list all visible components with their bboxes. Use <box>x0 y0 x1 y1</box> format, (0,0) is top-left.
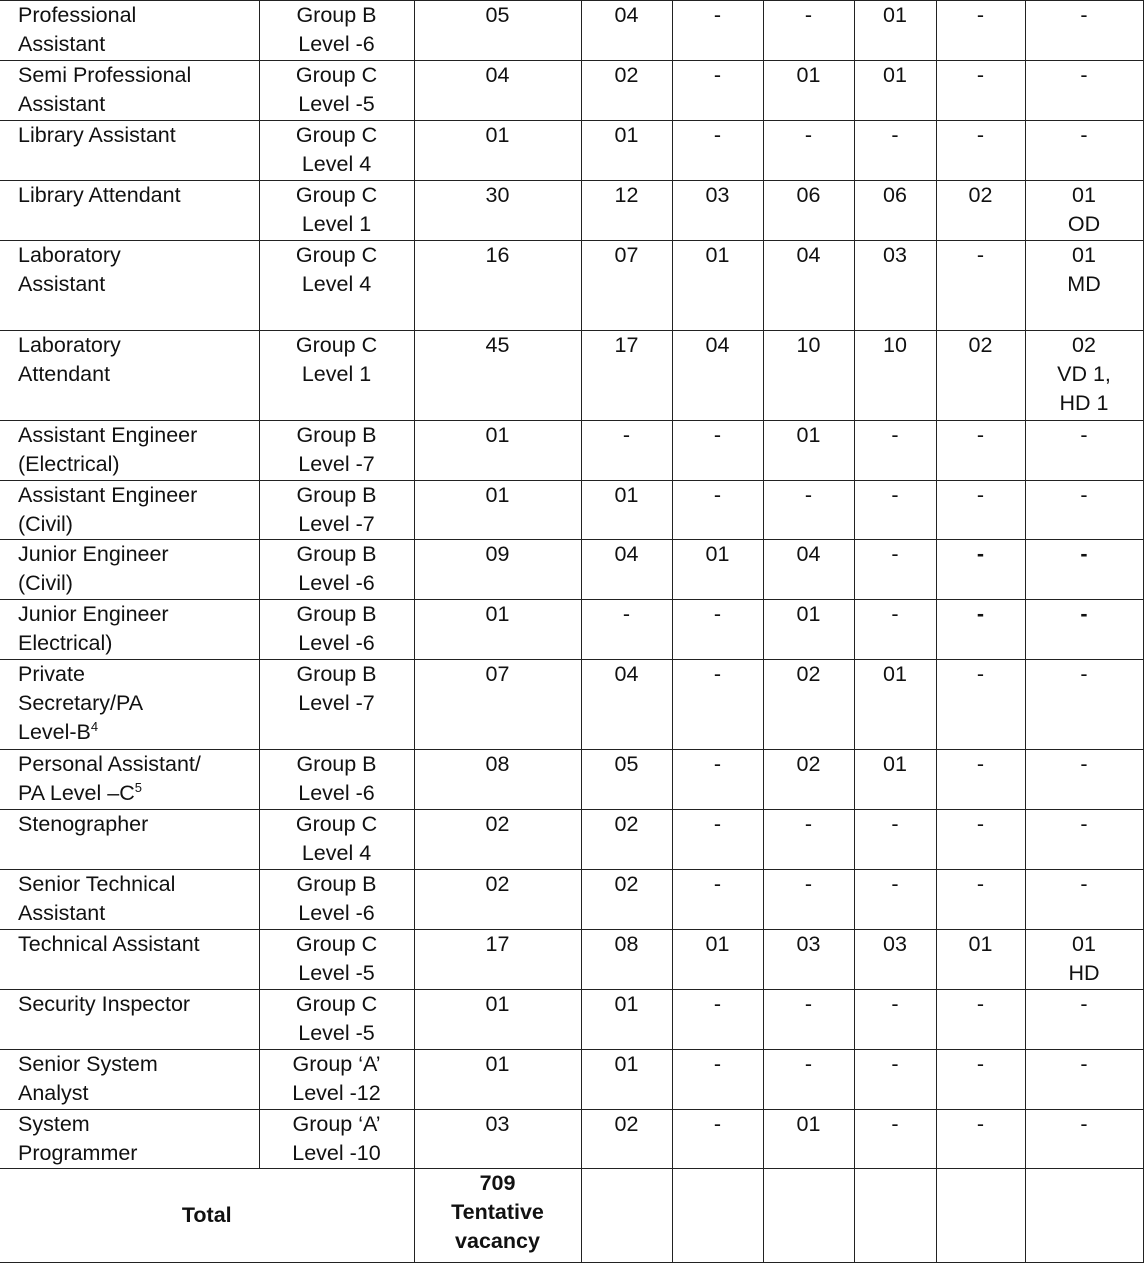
category-1-cell: 05 <box>581 750 672 810</box>
post-name-line: Stenographer <box>18 812 149 836</box>
post-name-cell <box>0 660 259 750</box>
group-level-cell <box>259 660 414 750</box>
table-row <box>0 930 1143 990</box>
table-row <box>0 1050 1143 1110</box>
table-row <box>0 121 1143 181</box>
group-level-line: Level -7 <box>298 512 375 536</box>
category-4-cell: - <box>854 600 936 660</box>
group-level-line: Group ‘A’ <box>292 1052 381 1076</box>
category-6-line: MD <box>1067 272 1101 296</box>
category-6-cell <box>1025 990 1143 1050</box>
group-level-cell <box>259 61 414 121</box>
category-2-cell: 01 <box>672 930 763 990</box>
post-name-line: (Civil) <box>18 512 73 536</box>
total-value-line: Tentative <box>451 1200 544 1224</box>
category-6-line: - <box>1080 992 1088 1016</box>
group-level-cell <box>259 421 414 481</box>
category-6-cell <box>1025 540 1143 600</box>
total-cell: 07 <box>414 660 581 750</box>
post-name-cell <box>0 1 259 61</box>
category-6-line: 01 <box>1072 243 1096 267</box>
category-4-cell: - <box>854 121 936 181</box>
footnote-marker: 4 <box>90 718 99 734</box>
group-level-cell <box>259 870 414 930</box>
group-level-line: Group C <box>295 183 378 207</box>
total-cell: 05 <box>414 1 581 61</box>
category-5-cell: - <box>936 1050 1025 1110</box>
category-5-cell: - <box>936 600 1025 660</box>
group-level-line: Group C <box>295 992 378 1016</box>
post-name-line: Professional <box>18 3 137 27</box>
category-2-cell: 01 <box>672 241 763 331</box>
post-name-line: Personal Assistant/ <box>18 752 201 776</box>
group-level-cell <box>259 540 414 600</box>
category-6-line: - <box>1080 1052 1088 1076</box>
group-level-line: Level -6 <box>298 32 375 56</box>
table-row <box>0 750 1143 810</box>
post-name-line: System <box>18 1112 90 1136</box>
category-2-cell: - <box>672 1110 763 1169</box>
category-6-cell <box>1025 1050 1143 1110</box>
total-cell: 01 <box>414 421 581 481</box>
group-level-cell <box>259 241 414 331</box>
post-name-line: Analyst <box>18 1081 89 1105</box>
post-name-line: Electrical) <box>18 631 113 655</box>
group-level-line: Group C <box>295 243 378 267</box>
category-6-cell <box>1025 930 1143 990</box>
group-level-line: Group C <box>295 333 378 357</box>
post-name-cell <box>0 1050 259 1110</box>
category-6-line: - <box>1080 872 1088 896</box>
category-2-cell: - <box>672 870 763 930</box>
category-2-cell: - <box>672 1 763 61</box>
category-6-line: VD 1, <box>1057 362 1111 386</box>
category-1-cell: 02 <box>581 810 672 870</box>
group-level-line: Group C <box>295 932 378 956</box>
post-name-line: Laboratory <box>18 243 121 267</box>
empty-total-cell <box>581 1169 672 1263</box>
category-1-cell: 02 <box>581 870 672 930</box>
category-6-cell <box>1025 810 1143 870</box>
total-cell: 02 <box>414 810 581 870</box>
category-6-line: HD <box>1068 961 1100 985</box>
category-2-cell: - <box>672 61 763 121</box>
total-cell: 16 <box>414 241 581 331</box>
category-6-cell <box>1025 870 1143 930</box>
category-2-cell: 03 <box>672 181 763 241</box>
category-3-cell: 04 <box>763 241 854 331</box>
total-cell: 17 <box>414 930 581 990</box>
group-level-line: Level 4 <box>301 841 372 865</box>
category-5-cell: - <box>936 750 1025 810</box>
category-6-cell <box>1025 1 1143 61</box>
group-level-line: Level -5 <box>298 1021 375 1045</box>
category-3-cell: 01 <box>763 61 854 121</box>
post-name-cell <box>0 481 259 540</box>
post-name-cell <box>0 540 259 600</box>
category-1-cell: 01 <box>581 121 672 181</box>
group-level-line: Group B <box>296 662 377 686</box>
table-row <box>0 810 1143 870</box>
post-name-cell <box>0 121 259 181</box>
total-cell: 02 <box>414 870 581 930</box>
post-name-line: Senior System <box>18 1052 158 1076</box>
category-4-cell: 01 <box>854 1 936 61</box>
category-1-cell: - <box>581 421 672 481</box>
category-5-cell: - <box>936 1110 1025 1169</box>
empty-total-cell <box>763 1169 854 1263</box>
group-level-line: Group C <box>295 63 378 87</box>
post-name-line: (Electrical) <box>18 452 120 476</box>
category-4-cell: 01 <box>854 61 936 121</box>
post-name-cell <box>0 870 259 930</box>
category-4-cell: - <box>854 870 936 930</box>
category-3-cell: 02 <box>763 750 854 810</box>
category-1-cell: 01 <box>581 990 672 1050</box>
category-5-cell: - <box>936 540 1025 600</box>
category-3-cell: 01 <box>763 1110 854 1169</box>
group-level-line: Level -10 <box>292 1141 381 1165</box>
post-name-cell <box>0 1110 259 1169</box>
category-6-line: 01 <box>1072 183 1096 207</box>
table-row <box>0 61 1143 121</box>
post-name-cell <box>0 241 259 331</box>
post-name-line: Junior Engineer <box>18 542 169 566</box>
category-5-cell: 02 <box>936 181 1025 241</box>
category-3-cell: - <box>763 870 854 930</box>
group-level-cell <box>259 181 414 241</box>
post-name-cell <box>0 600 259 660</box>
category-6-cell <box>1025 61 1143 121</box>
category-1-cell: 01 <box>581 481 672 540</box>
group-level-cell <box>259 1050 414 1110</box>
total-label: Total <box>0 1169 414 1263</box>
group-level-line: Group B <box>296 602 377 626</box>
category-5-cell: 01 <box>936 930 1025 990</box>
category-1-cell: 08 <box>581 930 672 990</box>
category-4-cell: 03 <box>854 930 936 990</box>
category-2-cell: - <box>672 121 763 181</box>
category-6-line: OD <box>1067 212 1101 236</box>
category-6-line: - <box>1080 542 1088 566</box>
category-3-cell: - <box>763 1 854 61</box>
category-2-cell: 01 <box>672 540 763 600</box>
total-cell: 01 <box>414 1050 581 1110</box>
category-6-cell <box>1025 750 1143 810</box>
category-6-line: - <box>1080 752 1088 776</box>
post-name-line: Level-$B^4$ <box>18 718 99 744</box>
post-name-line: Assistant Engineer <box>18 483 198 507</box>
post-name-line: Semi Professional <box>18 63 192 87</box>
group-level-cell <box>259 481 414 540</box>
group-level-line: Level -12 <box>292 1081 381 1105</box>
category-4-cell: - <box>854 540 936 600</box>
category-3-cell: - <box>763 1050 854 1110</box>
post-name-cell <box>0 750 259 810</box>
group-level-cell <box>259 121 414 181</box>
category-5-cell: - <box>936 481 1025 540</box>
category-3-cell: 06 <box>763 181 854 241</box>
group-level-line: Group B <box>296 423 377 447</box>
group-level-line: Group ‘A’ <box>292 1112 381 1136</box>
table-row <box>0 1 1143 61</box>
total-cell: 04 <box>414 61 581 121</box>
category-6-line: - <box>1080 662 1088 686</box>
category-6-cell <box>1025 1110 1143 1169</box>
category-4-cell: - <box>854 421 936 481</box>
category-6-cell <box>1025 421 1143 481</box>
total-cell: 03 <box>414 1110 581 1169</box>
post-name-line: Assistant <box>18 92 106 116</box>
post-name-line: Secretary/PA <box>18 691 144 715</box>
category-6-line: - <box>1080 123 1088 147</box>
post-name-line: Assistant Engineer <box>18 423 198 447</box>
empty-total-cell <box>854 1169 936 1263</box>
category-5-cell: - <box>936 990 1025 1050</box>
total-cell: 08 <box>414 750 581 810</box>
category-3-cell: 10 <box>763 331 854 421</box>
category-3-cell: 03 <box>763 930 854 990</box>
table-row <box>0 331 1143 421</box>
group-level-line: Level -6 <box>298 901 375 925</box>
category-1-cell: 02 <box>581 1110 672 1169</box>
category-5-cell: - <box>936 421 1025 481</box>
footnote-marker: 5 <box>134 779 142 795</box>
category-6-line: - <box>1080 483 1088 507</box>
group-level-line: Level -5 <box>298 961 375 985</box>
post-name-line: Library Attendant <box>18 183 181 207</box>
post-name-line: Senior Technical <box>18 872 176 896</box>
category-1-cell: - <box>581 600 672 660</box>
group-level-line: Level 1 <box>301 362 372 386</box>
group-level-cell <box>259 810 414 870</box>
category-5-cell: - <box>936 870 1025 930</box>
category-2-cell: - <box>672 600 763 660</box>
category-6-line: - <box>1080 602 1088 626</box>
group-level-line: Level -6 <box>298 631 375 655</box>
total-cell: 01 <box>414 481 581 540</box>
total-cell: 01 <box>414 600 581 660</box>
group-level-cell <box>259 990 414 1050</box>
category-4-cell: 10 <box>854 331 936 421</box>
group-level-line: Level 1 <box>301 212 372 236</box>
category-6-line: - <box>1080 1112 1088 1136</box>
group-level-line: Group C <box>295 812 378 836</box>
group-level-line: Level -7 <box>298 691 375 715</box>
post-name-line: Security Inspector <box>18 992 191 1016</box>
empty-total-cell <box>672 1169 763 1263</box>
category-2-cell: - <box>672 421 763 481</box>
category-4-cell: - <box>854 990 936 1050</box>
group-level-line: Level 4 <box>301 152 372 176</box>
category-6-cell <box>1025 121 1143 181</box>
group-level-line: Group B <box>296 542 377 566</box>
category-1-cell: 07 <box>581 241 672 331</box>
total-row <box>0 1169 1143 1263</box>
group-level-line: Level -6 <box>298 781 375 805</box>
category-3-cell: 01 <box>763 600 854 660</box>
post-name-cell <box>0 421 259 481</box>
post-name-line: (Civil) <box>18 571 73 595</box>
table-row <box>0 421 1143 481</box>
category-5-cell: - <box>936 1 1025 61</box>
category-4-cell: - <box>854 1050 936 1110</box>
category-3-cell: - <box>763 810 854 870</box>
total-cell: 01 <box>414 990 581 1050</box>
category-6-cell <box>1025 181 1143 241</box>
post-name-cell <box>0 181 259 241</box>
category-6-line: 01 <box>1072 932 1096 956</box>
group-level-line: Group B <box>296 483 377 507</box>
category-5-cell: 02 <box>936 331 1025 421</box>
category-6-cell <box>1025 241 1143 331</box>
empty-total-cell <box>1025 1169 1143 1263</box>
group-level-cell <box>259 930 414 990</box>
category-3-cell: - <box>763 990 854 1050</box>
category-6-line: - <box>1080 63 1088 87</box>
category-3-cell: - <box>763 121 854 181</box>
post-name-line: Technical Assistant <box>18 932 200 956</box>
category-2-cell: - <box>672 810 763 870</box>
category-4-cell: 01 <box>854 660 936 750</box>
post-name-cell <box>0 930 259 990</box>
group-level-cell <box>259 331 414 421</box>
category-5-cell: - <box>936 810 1025 870</box>
category-4-cell: - <box>854 810 936 870</box>
post-name-line: PA Level $-C^5$ <box>18 779 142 805</box>
category-1-cell: 04 <box>581 660 672 750</box>
group-level-line: Level 4 <box>301 272 372 296</box>
empty-total-cell <box>936 1169 1025 1263</box>
category-4-cell: - <box>854 481 936 540</box>
category-1-cell: 04 <box>581 1 672 61</box>
group-level-cell <box>259 1 414 61</box>
category-2-cell: - <box>672 481 763 540</box>
total-value-cell <box>414 1169 581 1263</box>
table-row <box>0 181 1143 241</box>
table-row <box>0 1110 1143 1169</box>
category-3-cell: - <box>763 481 854 540</box>
table-row <box>0 870 1143 930</box>
total-cell: 09 <box>414 540 581 600</box>
table-row <box>0 600 1143 660</box>
group-level-line: Group B <box>296 3 377 27</box>
group-level-line: Group C <box>295 123 378 147</box>
group-level-line: Level -7 <box>298 452 375 476</box>
group-level-cell <box>259 750 414 810</box>
category-6-cell <box>1025 481 1143 540</box>
post-name-line: Programmer <box>18 1141 138 1165</box>
category-2-cell: - <box>672 1050 763 1110</box>
total-cell: 30 <box>414 181 581 241</box>
category-1-cell: 04 <box>581 540 672 600</box>
category-5-cell: - <box>936 241 1025 331</box>
total-cell: 45 <box>414 331 581 421</box>
post-name-cell <box>0 61 259 121</box>
table-row <box>0 481 1143 540</box>
category-1-cell: 02 <box>581 61 672 121</box>
category-4-cell: 06 <box>854 181 936 241</box>
category-6-cell <box>1025 600 1143 660</box>
post-name-line: Private <box>18 662 85 686</box>
category-3-cell: 04 <box>763 540 854 600</box>
category-6-cell <box>1025 331 1143 421</box>
group-level-line: Group B <box>296 752 377 776</box>
category-4-cell: - <box>854 1110 936 1169</box>
category-6-line: - <box>1080 423 1088 447</box>
category-6-cell <box>1025 660 1143 750</box>
category-1-cell: 01 <box>581 1050 672 1110</box>
post-name-cell <box>0 810 259 870</box>
category-4-cell: 01 <box>854 750 936 810</box>
category-6-line: - <box>1080 812 1088 836</box>
category-6-line: - <box>1080 3 1088 27</box>
category-2-cell: - <box>672 660 763 750</box>
category-5-cell: - <box>936 660 1025 750</box>
post-name-line: Junior Engineer <box>18 602 169 626</box>
group-level-line: Level -5 <box>298 92 375 116</box>
category-3-cell: 01 <box>763 421 854 481</box>
category-2-cell: - <box>672 990 763 1050</box>
total-value-line: vacancy <box>455 1229 540 1253</box>
post-name-line: Assistant <box>18 272 106 296</box>
category-6-line: HD 1 <box>1059 391 1109 415</box>
post-name-line: Attendant <box>18 362 111 386</box>
table-row <box>0 660 1143 750</box>
group-level-cell <box>259 1110 414 1169</box>
post-name-line: Laboratory <box>18 333 121 357</box>
post-name-cell <box>0 331 259 421</box>
table-row <box>0 990 1143 1050</box>
post-name-line: Assistant <box>18 32 106 56</box>
category-5-cell: - <box>936 61 1025 121</box>
category-1-cell: 17 <box>581 331 672 421</box>
category-4-cell: 03 <box>854 241 936 331</box>
post-name-line: Assistant <box>18 901 106 925</box>
category-3-cell: 02 <box>763 660 854 750</box>
post-name-cell <box>0 990 259 1050</box>
post-name-line: Library Assistant <box>18 123 176 147</box>
category-6-line: 02 <box>1072 333 1096 357</box>
table-row <box>0 540 1143 600</box>
category-2-cell: - <box>672 750 763 810</box>
category-1-cell: 12 <box>581 181 672 241</box>
category-2-cell: 04 <box>672 331 763 421</box>
category-5-cell: - <box>936 121 1025 181</box>
group-level-line: Level -6 <box>298 571 375 595</box>
group-level-cell <box>259 600 414 660</box>
total-value-line: 709 <box>479 1171 516 1195</box>
group-level-line: Group B <box>296 872 377 896</box>
total-cell: 01 <box>414 121 581 181</box>
table-row <box>0 241 1143 331</box>
